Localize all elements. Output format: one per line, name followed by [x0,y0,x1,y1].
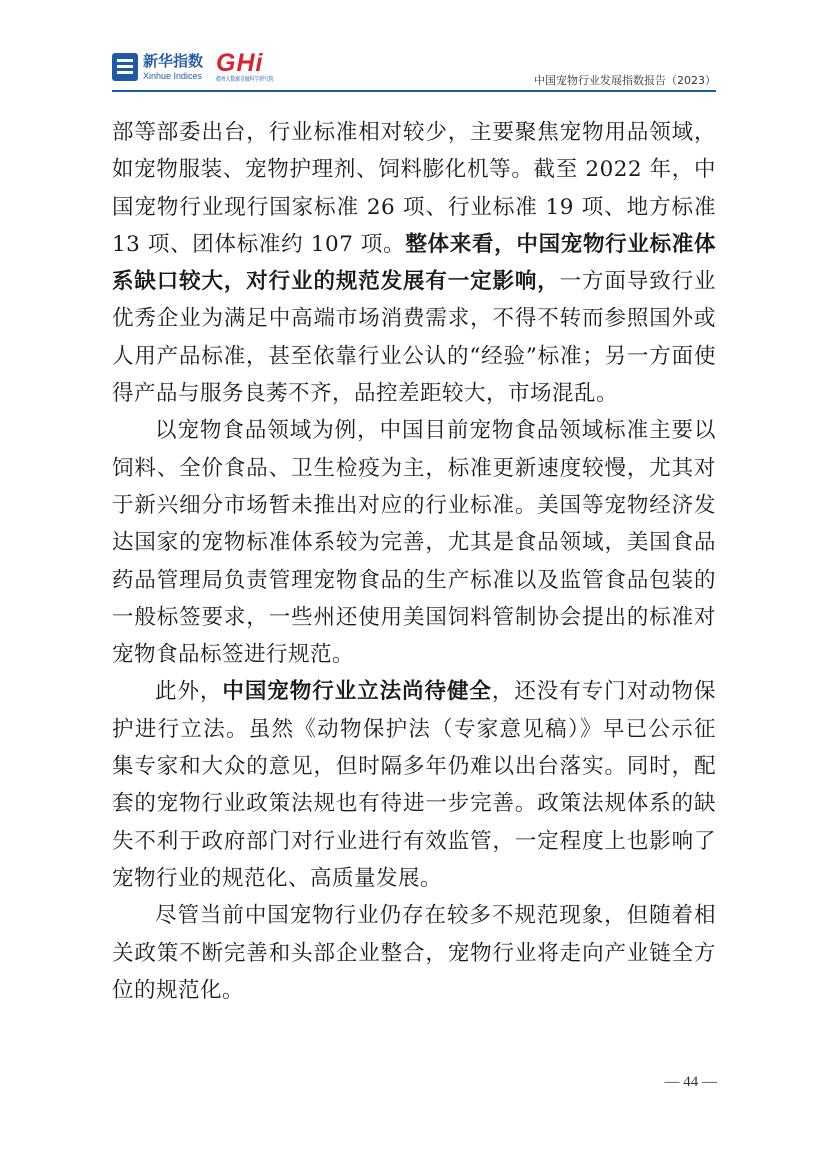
page-number: — 44 — [664,1074,717,1090]
report-title: 中国宠物行业发展指数报告（2023） [534,74,716,87]
xinhua-badge-icon [112,53,138,81]
xinhua-indices-logo [112,53,203,81]
paragraph-1-text-a: 部等部委出台，行业标准相对较少，主要聚焦宠物用品领域，如宠物服装、宠物护理剂、饲料膨化机等。截至 2022 年，中国宠物行业现行国家标准 26 项、行业标准 19 项、地方标准 13 项、团体标准约 107 项。 [112,120,716,257]
paragraph-3-text-a: 此外， [155,679,223,705]
ghi-logo [216,50,288,83]
paragraph-4: 尽管当前中国宠物行业仍存在较多不规范现象，但随着相关政策不断完善和头部企业整合，宠物行业将走向产业链全方位的规范化。 [112,903,716,1003]
body-text [112,114,716,1009]
paragraph-1-text-b: 一方面导致行业优秀企业为满足中高端市场消费需求，不得不转而参照国外或人用产品标准，甚至依靠行业公认的“经验”标准；另一方面使得产品与服务良莠不齐，品控差距较大，市场混乱。 [112,269,716,407]
xinhua-logo-en: Xinhue Indices [143,70,203,81]
ghi-logo-mark: GHi [216,49,264,77]
ghi-logo-sub: 赣州大数据金融科学研究院 [216,76,274,83]
xinhua-logo-cn: 新华指数 [143,51,204,70]
paragraph-3 [112,673,716,897]
paragraph-3-bold: 中国宠物行业立法尚待健全 [222,679,492,705]
header-divider [112,90,716,92]
page-header [112,50,716,92]
paragraph-1-bold: 整体来看，中国宠物行业标准体系缺口较大，对行业的规范发展有一定影响， [112,231,716,295]
paragraph-3-text-b: ，还没有专门对动物保护进行立法。虽然《动物保护法（专家意见稿）》早已公示征集专家和大众的意见，但时隔多年仍难以出台落实。同时，配套的宠物行业政策法规也有待进一步完善。政策法规体系的缺失不利于政府部门对行业进行有效监管，一定程度上也影响了宠物行业的规范化、高质量发展。 [112,679,716,891]
paragraph-1 [112,114,716,412]
paragraph-2: 以宠物食品领域为例，中国目前宠物食品领域标准主要以饲料、全价食品、卫生检疫为主，标准更新速度较慢，尤其对于新兴细分市场暂未推出对应的行业标准。美国等宠物经济发达国家的宠物标准体系较为完善，尤其是食品领域，美国食品药品管理局负责管理宠物食品的生产标准以及监管食品包装的一般标签要求，一些州还使用美国饲料管制协会提出的标准对宠物食品标签进行规范。 [112,418,716,668]
